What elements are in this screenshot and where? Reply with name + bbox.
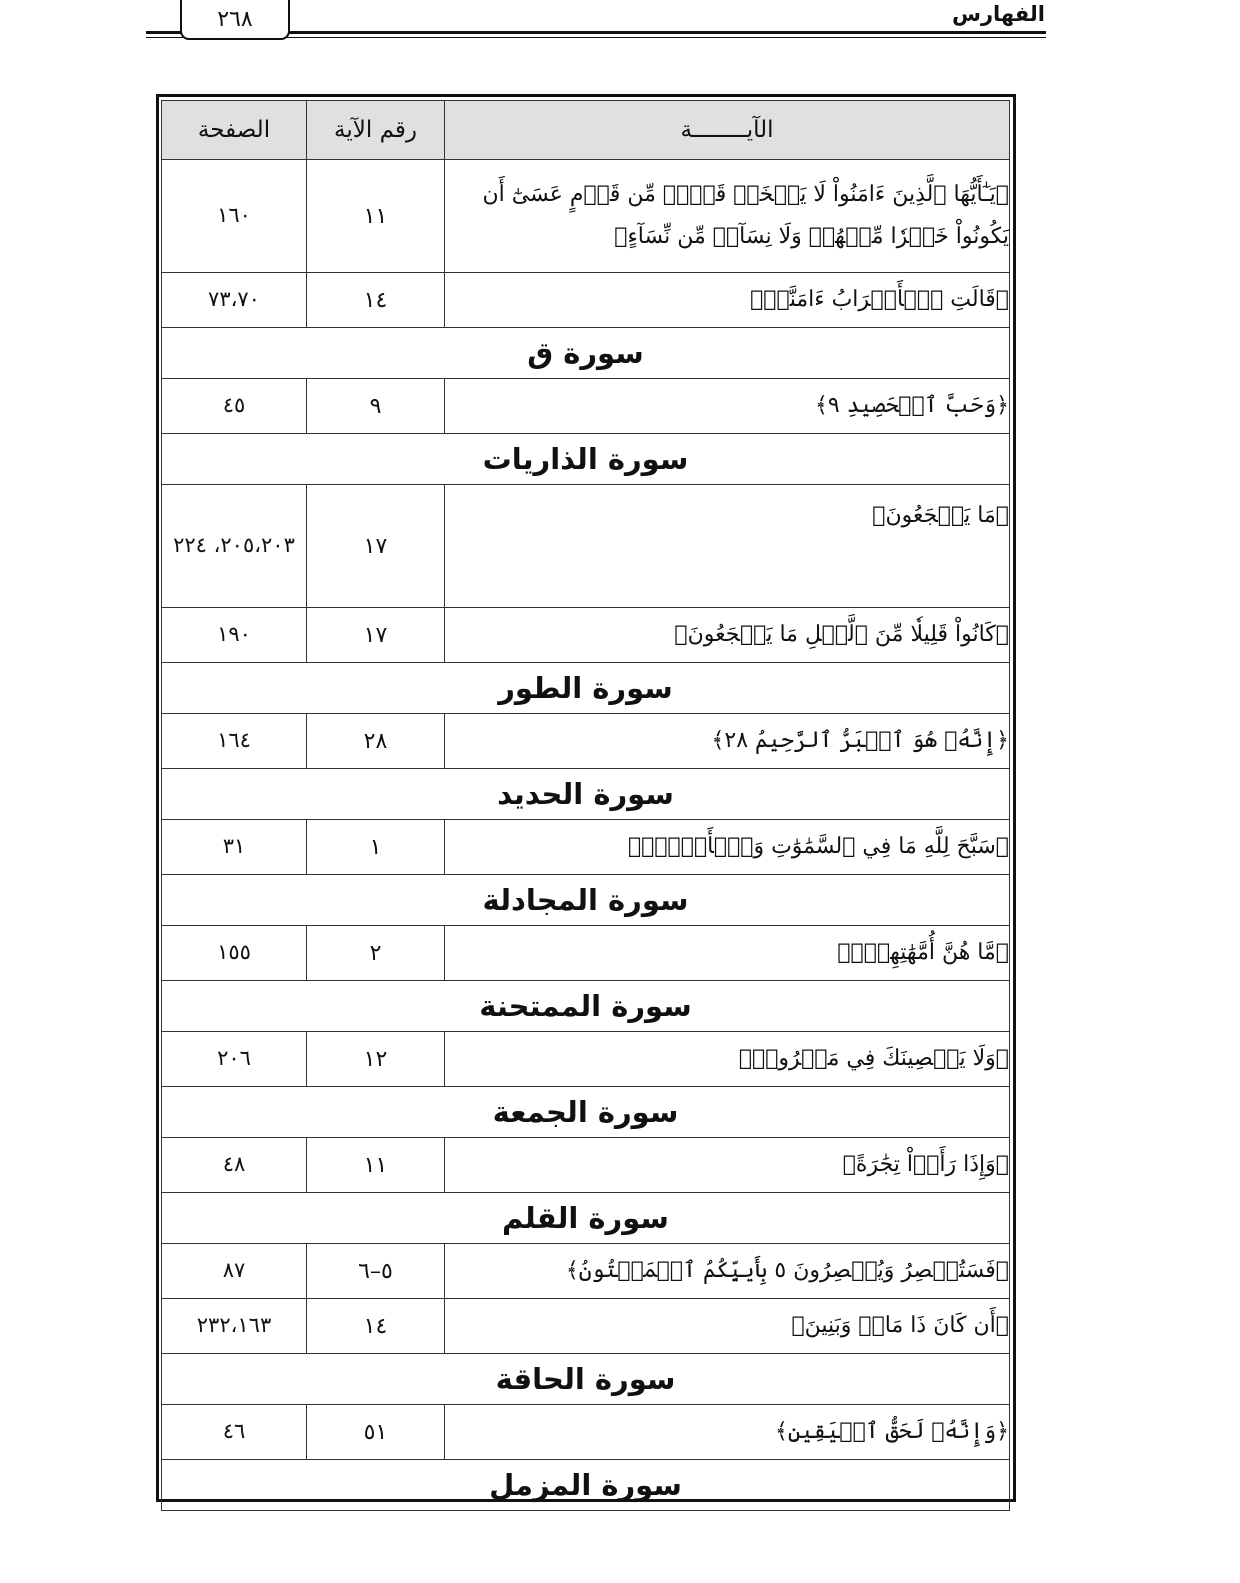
page-cell: ٢٠٥،٢٠٣، ٢٢٤ (162, 485, 307, 608)
page-cell: ٤٥ (162, 379, 307, 434)
surah-section-row (162, 434, 1010, 485)
surah-section-row (162, 1460, 1010, 1511)
table-row (162, 820, 1010, 875)
running-header-title: الفهارس (951, 2, 1045, 26)
page-cell: ٢٣٢،١٦٣ (162, 1299, 307, 1354)
surah-section-row (162, 1193, 1010, 1244)
surah-heading: سورة الذاريات (162, 434, 1010, 485)
table-header-row (162, 101, 1010, 160)
page-cell: ١٥٥ (162, 926, 307, 981)
verse-cell: ﴿مَا يَهۡجَعُونَ﴾ (445, 485, 1010, 608)
page-number: ٢٦٨ (180, 0, 290, 40)
column-header-verse: الآيــــــــة (445, 101, 1010, 160)
ayah-number-cell: ١٢ (307, 1032, 445, 1087)
table-row (162, 1244, 1010, 1299)
ayah-number-cell: ١٧ (307, 485, 445, 608)
column-header-page: الصفحة (162, 101, 307, 160)
ayah-number-cell: ١٤ (307, 273, 445, 328)
table-row (162, 1032, 1010, 1087)
ayah-number-cell: ٥–٦ (307, 1244, 445, 1299)
table-row (162, 485, 1010, 608)
surah-section-row (162, 663, 1010, 714)
table-row (162, 1299, 1010, 1354)
verse-cell: ﴿وَإِذَا رَأَوۡاْ تِجَٰرَةً﴾ (445, 1138, 1010, 1193)
verse-cell: ﴿أَن كَانَ ذَا مَالٖ وَبَنِينَ﴾ (445, 1299, 1010, 1354)
table-row (162, 160, 1010, 273)
verse-index-table (161, 100, 1010, 1511)
surah-heading: سورة القلم (162, 1193, 1010, 1244)
ayah-number-cell: ١٤ (307, 1299, 445, 1354)
verse-cell: ﴿كَانُواْ قَلِيلٗا مِّنَ ٱلَّيۡلِ مَا يَهۡجَعُونَ﴾ (445, 608, 1010, 663)
page-cell: ٤٦ (162, 1405, 307, 1460)
table-row (162, 1405, 1010, 1460)
surah-section-row (162, 769, 1010, 820)
surah-section-row (162, 875, 1010, 926)
surah-section-row (162, 981, 1010, 1032)
verse-cell: ﴿سَبَّحَ لِلَّهِ مَا فِي ٱلسَّمَٰوَٰتِ وَٱلۡأَرۡضِۖ﴾ (445, 820, 1010, 875)
table-row (162, 1138, 1010, 1193)
verse-cell: ﴿مَّا هُنَّ أُمَّهَٰتِهِمۡۖ﴾ (445, 926, 1010, 981)
ayah-number-cell: ١ (307, 820, 445, 875)
verse-cell: ﴿وَلَا يَعۡصِينَكَ فِي مَعۡرُوفٖ﴾ (445, 1032, 1010, 1087)
surah-heading: سورة الجمعة (162, 1087, 1010, 1138)
page-cell: ١٩٠ (162, 608, 307, 663)
ayah-number-cell: ١١ (307, 160, 445, 273)
page-cell: ٤٨ (162, 1138, 307, 1193)
page-cell: ١٦٠ (162, 160, 307, 273)
surah-heading: سورة المجادلة (162, 875, 1010, 926)
verse-cell: ﴿يَـٰٓأَيُّهَا ٱلَّذِينَ ءَامَنُواْ لَا يَسۡخَرۡ قَوۡمٞ مِّن قَوۡمٍ عَسَىٰٓ أَن يَكُونُواْ خَيۡرٗا مِّنۡهُمۡ وَلَا نِسَآءٞ مِّن نِّسَآءٍ﴾ (445, 160, 1010, 273)
verse-cell: ﴿إِنَّهُۥ هُوَ ٱلۡبَرُّ ٱلرَّحِيمُ ٢٨﴾ (445, 714, 1010, 769)
ayah-number-cell: ٢٨ (307, 714, 445, 769)
table-row (162, 714, 1010, 769)
surah-heading: سورة الطور (162, 663, 1010, 714)
ayah-number-cell: ١١ (307, 1138, 445, 1193)
verse-index-frame (156, 94, 1016, 1502)
page-cell: ١٦٤ (162, 714, 307, 769)
table-row (162, 273, 1010, 328)
surah-heading: سورة الممتحنة (162, 981, 1010, 1032)
verse-cell: ﴿قَالَتِ ٱلۡأَعۡرَابُ ءَامَنَّاۖ﴾ (445, 273, 1010, 328)
verse-cell: ﴿وَإِنَّهُۥ لَحَقُّ ٱلۡيَقِينِ﴾ (445, 1405, 1010, 1460)
table-row (162, 926, 1010, 981)
surah-section-row (162, 1354, 1010, 1405)
ayah-number-cell: ٢ (307, 926, 445, 981)
ayah-number-cell: ١٧ (307, 608, 445, 663)
verse-cell: ﴿وَحَبَّ ٱلۡحَصِيدِ ٩﴾ (445, 379, 1010, 434)
table-row (162, 379, 1010, 434)
page-cell: ٨٧ (162, 1244, 307, 1299)
surah-heading: سورة الحاقة (162, 1354, 1010, 1405)
ayah-number-cell: ٥١ (307, 1405, 445, 1460)
column-header-ayah-number: رقم الآية (307, 101, 445, 160)
surah-heading: سورة الحديد (162, 769, 1010, 820)
page-cell: ٣١ (162, 820, 307, 875)
page-cell: ٢٠٦ (162, 1032, 307, 1087)
table-row (162, 608, 1010, 663)
ayah-number-cell: ٩ (307, 379, 445, 434)
page-cell: ٧٣،٧٠ (162, 273, 307, 328)
surah-section-row (162, 328, 1010, 379)
verse-cell: ﴿فَسَتُبۡصِرُ وَيُبۡصِرُونَ ٥ بِأَييِّكُمُ ٱلۡمَفۡتُونُ﴾ (445, 1244, 1010, 1299)
surah-heading: سورة ق (162, 328, 1010, 379)
surah-heading: سورة المزمل (162, 1460, 1010, 1511)
surah-section-row (162, 1087, 1010, 1138)
